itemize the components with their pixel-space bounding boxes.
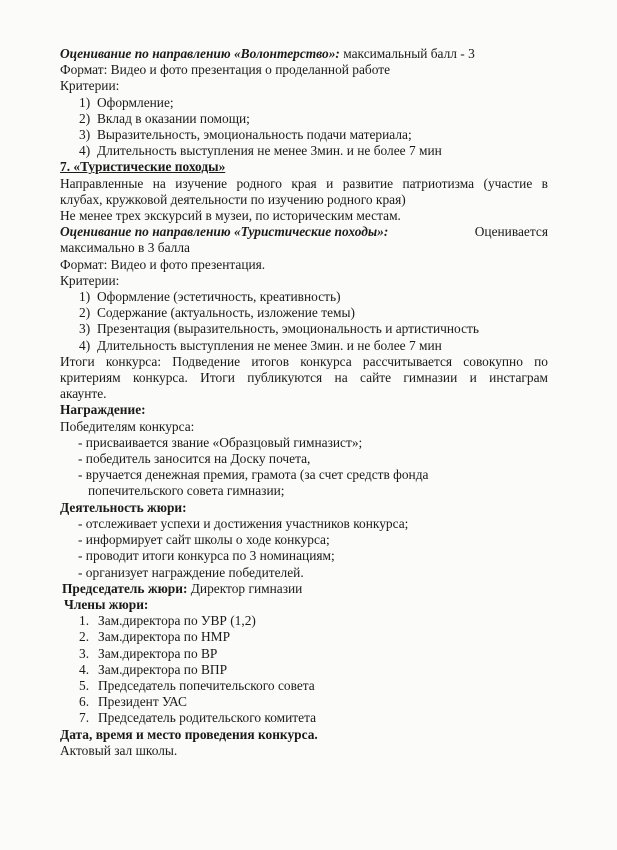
list-item: 2) Содержание (актуальность, изложение темы): [79, 305, 355, 321]
list-item: 2. Зам.директора по НМР: [79, 629, 231, 645]
list-item: 7. Председатель родительского комитета: [79, 710, 317, 726]
list-item: 1) Оформление (эстетичность, креативность): [79, 289, 341, 305]
list-item: 4) Длительность выступления не менее 3мин. и не более 7 мин: [79, 337, 442, 353]
list-item: - проводит итоги конкурса по 3 номинациям;: [78, 548, 335, 564]
list-item: - вручается денежная премия, грамота (за счет средств фонда: [78, 467, 429, 483]
volunteer-heading-line: [60, 46, 548, 62]
venue-value: Актовый зал школы.: [60, 742, 178, 758]
tourism-criteria-list: [60, 289, 548, 354]
reward-winners: Победителям конкурса:: [60, 418, 195, 434]
list-item: 3. Зам.директора по ВР: [79, 645, 218, 661]
list-item: 4) Длительность выступления не менее 3мин. и не более 7 мин: [79, 143, 442, 159]
volunteer-format: Формат: Видео и фото презентация о проделанной работе: [60, 62, 391, 78]
list-item: - информирует сайт школы о ходе конкурса;: [78, 532, 330, 548]
tourism-criteria-label: Критерии:: [60, 272, 120, 288]
jury-duties-list: [60, 516, 548, 581]
list-item: - организует награждение победителей.: [78, 564, 304, 580]
tourism-format: Формат: Видео и фото презентация.: [60, 256, 266, 272]
jury-chair-line: [60, 581, 548, 597]
results-line-1: Итоги конкурса: Подведение итогов конкурса рассчитывается совокупно по: [60, 353, 548, 369]
results-line-3: акаунте.: [60, 386, 107, 402]
list-item: 4. Зам.директора по ВПР: [79, 661, 228, 677]
reward-heading: Награждение:: [60, 402, 146, 418]
jury-chair-value: Директор гимназии: [187, 580, 303, 596]
volunteer-criteria-list: [60, 95, 548, 160]
tourism-heading: Оценивание по направлению «Туристические походы»:: [60, 224, 389, 240]
list-item: - отслеживает успехи и достижения участников конкурса;: [78, 515, 409, 531]
tourism-excursions: Не менее трех экскурсий в музеи, по историческим местам.: [60, 208, 401, 224]
list-item: 1. Зам.директора по УВР (1,2): [79, 613, 256, 629]
list-item: 5. Председатель попечительского совета: [79, 677, 315, 693]
results-line-2: критериям конкурса. Итоги публикуются на сайте гимназии и инстаграм: [60, 370, 548, 386]
tourism-max-score: максимально в 3 балла: [60, 240, 190, 256]
list-item: 1) Оформление;: [79, 94, 174, 110]
jury-members-label: Члены жюри:: [64, 596, 149, 612]
tourism-description-line-1: Направленные на изучение родного края и развитие патриотизма (участие в: [60, 175, 548, 191]
venue-heading: Дата, время и место проведения конкурса.: [60, 726, 318, 742]
tourism-heading-rest: Оценивается: [474, 224, 548, 240]
list-item: 6. Президент УАС: [79, 694, 187, 710]
document-page: [60, 46, 548, 759]
tourism-description-line-2: клубах, кружковой деятельности по изучению родного края): [60, 191, 406, 207]
list-item: - присваивается звание «Образцовый гимназист»;: [78, 434, 363, 450]
tourism-section-title: 7. «Туристические походы»: [60, 159, 226, 175]
jury-heading: Деятельность жюри:: [60, 499, 187, 515]
list-item: 3) Презентация (выразительность, эмоциональность и артистичность: [79, 321, 479, 337]
jury-members-list: [60, 613, 548, 726]
reward-list: [60, 435, 548, 500]
list-item: 3) Выразительность, эмоциональность подачи материала;: [79, 127, 412, 143]
list-item: - победитель заносится на Доску почета,: [78, 451, 311, 467]
jury-chair-label: Председатель жюри:: [62, 580, 188, 596]
volunteer-heading: Оценивание по направлению «Волонтерство»:: [60, 46, 340, 61]
list-item: 2) Вклад в оказании помощи;: [79, 110, 250, 126]
volunteer-criteria-label: Критерии:: [60, 78, 120, 94]
tourism-heading-line: [60, 224, 548, 240]
volunteer-max-score: максимальный балл - 3: [339, 46, 475, 61]
list-item-continuation: попечительского совета гимназии;: [88, 483, 285, 499]
